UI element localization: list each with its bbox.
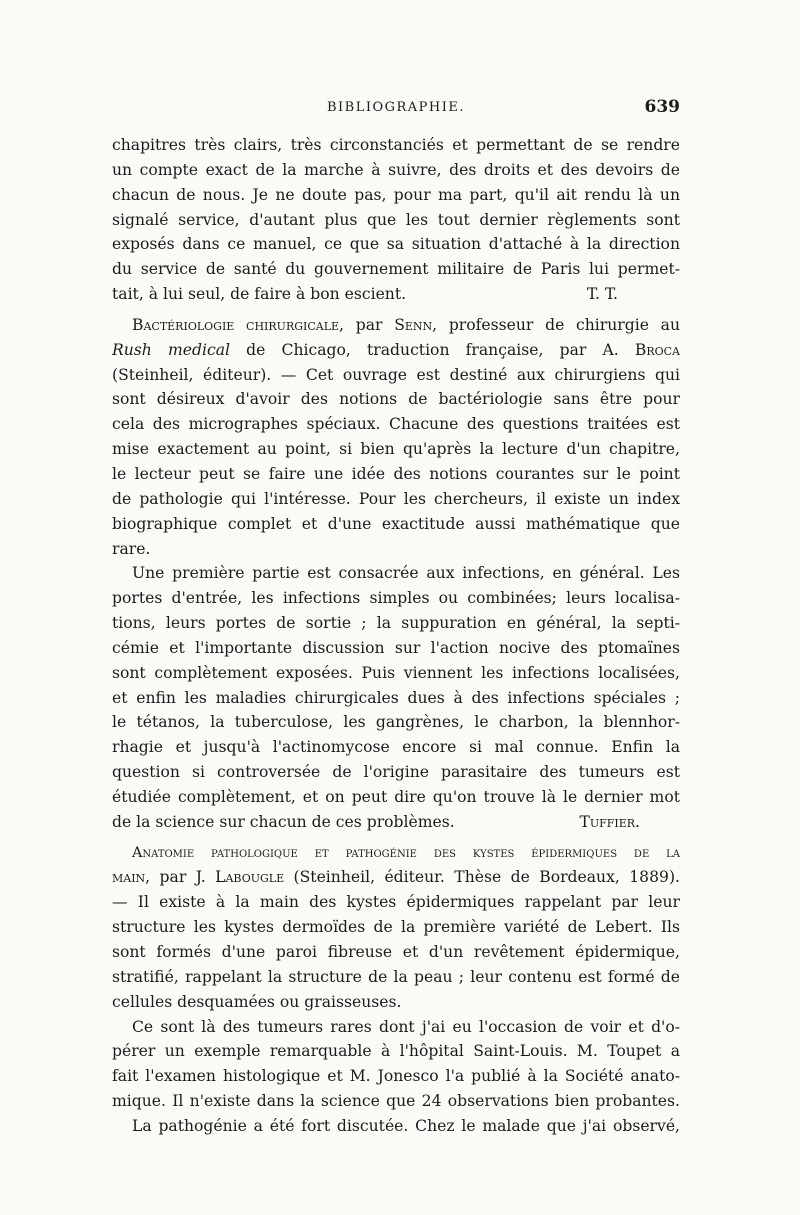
text-line: chacun de nous. Je ne doute pas, pour ma part, qu'il ait rendu là un — [112, 185, 680, 204]
review-title-line: Anatomie pathologique et pathogénie des kystes épidermiques de la — [132, 844, 680, 861]
text-line: un compte exact de la marche à suivre, des droits et des devoirs de — [112, 160, 680, 179]
reviewer-signature: T. T. — [586, 285, 618, 304]
text-line: cela des micrographes spéciaux. Chacune des questions traitées est — [112, 415, 680, 434]
text-line: La pathogénie a été fort discutée. Chez le malade que j'ai observé, — [132, 1116, 680, 1135]
text-line: — Il existe à la main des kystes épidermiques rappelant par leur — [112, 893, 680, 912]
review-title-line — [112, 865, 680, 890]
page-number: 639 — [644, 97, 680, 117]
reviewer-signature: Tuffier. — [579, 812, 640, 831]
author-name: Senn, — [394, 315, 438, 334]
text-line: rhagie et jusqu'à l'actinomycose encore si mal connue. Enfin la — [112, 738, 680, 757]
text-fragment: (Steinheil, éditeur. Thèse de Bordeaux, 1889). — [284, 868, 680, 887]
text-line: mique. Il n'existe dans la science que 24 observations bien probantes. — [112, 1092, 680, 1111]
text-line: biographique complet et d'une exactitude aussi mathématique que — [112, 514, 680, 533]
text-line: fait l'examen histologique et M. Jonesco l'a publié à la Société anato- — [112, 1067, 680, 1086]
text-line — [112, 282, 680, 307]
text-line: cellules desquamées ou graisseuses. — [112, 992, 402, 1011]
text-fragment: tait, à lui seul, de faire à bon escient. — [112, 285, 407, 304]
text-line: question si controversée de l'origine parasitaire des tumeurs est — [112, 763, 680, 782]
text-line: tions, leurs portes de sortie ; la suppuration en général, la septi- — [112, 614, 680, 633]
page-header — [112, 97, 680, 124]
running-head: BIBLIOGRAPHIE. — [326, 100, 466, 115]
text-line: chapitres très clairs, très circonstanciés et permettant de se rendre — [112, 136, 680, 154]
text-line: Ce sont là des tumeurs rares dont j'ai eu l'occasion de voir et d'o- — [132, 1017, 680, 1036]
text-line: signalé service, d'autant plus que les tout dernier règlements sont — [112, 210, 680, 229]
text-line: stratifié, rappelant la structure de la peau ; leur contenu est formé de — [112, 967, 680, 986]
text-line: (Steinheil, éditeur). — Cet ouvrage est destiné aux chirurgiens qui — [112, 365, 680, 384]
review-kystes-epidermiques — [112, 841, 680, 1139]
text-line: le lecteur peut se faire une idée des notions courantes sur le point — [112, 464, 680, 483]
text-line: de pathologie qui l'intéresse. Pour les chercheurs, il existe un index — [112, 489, 680, 508]
text-line: sont formés d'une paroi fibreuse et d'un revêtement épidermique, — [112, 943, 680, 961]
book-title: Bactériologie chirurgicale, — [132, 315, 345, 334]
review-military-manual — [112, 133, 680, 307]
text-line: sont complètement exposées. Puis viennent les infections localisées, — [112, 663, 680, 682]
institution-name: Rush medical — [112, 340, 230, 359]
text-fragment: par — [344, 315, 395, 334]
text-fragment: de Chicago, traduction française, par A. — [230, 340, 635, 359]
text-line: étudiée complètement, et on peut dire qu'on trouve là le dernier mot — [112, 787, 680, 806]
text-fragment: main, — [112, 868, 151, 887]
text-line: portes d'entrée, les infections simples ou combinées; leurs localisa- — [112, 589, 680, 608]
text-line: sont désireux d'avoir des notions de bactériologie sans être pour — [112, 390, 680, 409]
review-title-line — [112, 338, 680, 363]
translator-name: Broca — [634, 340, 680, 359]
author-name: Labougle — [215, 868, 285, 887]
text-line: exposés dans ce manuel, ce que sa situation d'attaché à la direction — [112, 235, 680, 254]
text-fragment: de la science sur chacun de ces problèmes. — [112, 812, 455, 831]
text-line: cémie et l'importante discussion sur l'action nocive des ptomaïnes — [112, 638, 680, 657]
text-line: et enfin les maladies chirurgicales dues à des infections spéciales ; — [112, 688, 680, 707]
text-line: rare. — [112, 539, 151, 558]
text-fragment: par J. — [150, 868, 216, 887]
review-title-line — [112, 313, 680, 338]
text-line: structure les kystes dermoïdes de la première variété de Lebert. Ils — [112, 918, 680, 937]
text-line — [112, 810, 680, 835]
text-line: Une première partie est consacrée aux infections, en général. Les — [132, 564, 680, 583]
text-fragment: professeur de chirurgie au — [437, 315, 680, 334]
page-body — [112, 133, 680, 1139]
review-bacteriologie — [112, 313, 680, 835]
text-line: du service de santé du gouvernement militaire de Paris lui permet- — [112, 260, 680, 279]
text-line: mise exactement au point, si bien qu'après la lecture d'un chapitre, — [112, 440, 680, 459]
text-line: le tétanos, la tuberculose, les gangrènes, le charbon, la blennhor- — [112, 713, 680, 732]
text-line: pérer un exemple remarquable à l'hôpital Saint-Louis. M. Toupet a — [112, 1042, 680, 1061]
